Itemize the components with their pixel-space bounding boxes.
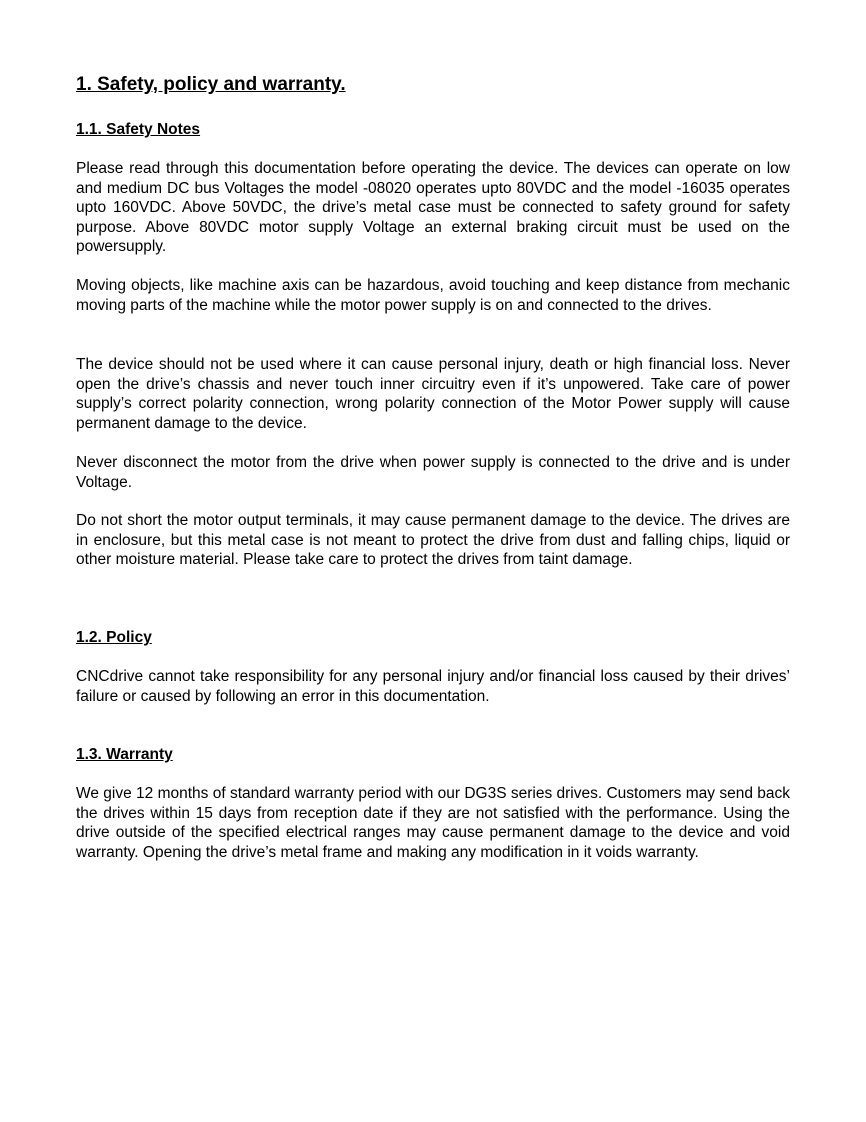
page-title: 1. Safety, policy and warranty.	[76, 74, 346, 95]
policy-paragraph: CNCdrive cannot take responsibility for any personal injury and/or financial loss caused by their drives’ failure or caused by following an error in this documentation.	[76, 668, 790, 705]
safety-paragraph-2: Moving objects, like machine axis can be hazardous, avoid touching and keep distance from mechanic moving parts of the machine while the motor power supply is on and connected to the drives.	[76, 277, 790, 314]
section-heading-safety-notes: 1.1. Safety Notes	[76, 121, 201, 138]
section-heading-policy: 1.2. Policy	[76, 629, 152, 646]
section-heading-warranty: 1.3. Warranty	[76, 746, 173, 763]
safety-paragraph-1: Please read through this documentation before operating the device. The devices can operate on low and medium DC bus Voltages the model -08020 operates upto 80VDC and the model -16035 operates upto 160VDC. Above 50VDC, the drive’s metal case must be connected to safety ground for safety purpose. Above 80VDC motor supply Voltage an external braking circuit must be used on the powersupply.	[76, 160, 790, 256]
safety-paragraph-5: Do not short the motor output terminals, it may cause permanent damage to the device. The drives are in enclosure, but this metal case is not meant to protect the drive from dust and falling chips, liquid or other moisture material. Please take care to protect the drives from taint damage.	[76, 512, 790, 569]
safety-paragraph-3: The device should not be used where it can cause personal injury, death or high financial loss. Never open the drive’s chassis and never touch inner circuitry even if it’s unpowered. Take care of power supply’s correct polarity connection, wrong polarity connection of the Motor Power supply will cause permanent damage to the device.	[76, 356, 790, 432]
safety-paragraph-4: Never disconnect the motor from the drive when power supply is connected to the drive and is under Voltage.	[76, 454, 790, 491]
warranty-paragraph: We give 12 months of standard warranty period with our DG3S series drives. Customers may send back the drives within 15 days from reception date if they are not satisfied with the performance. Using the drive outside of the specified electrical ranges may cause permanent damage to the device and void warranty. Opening the drive’s metal frame and making any modification in it voids warranty.	[76, 785, 790, 861]
